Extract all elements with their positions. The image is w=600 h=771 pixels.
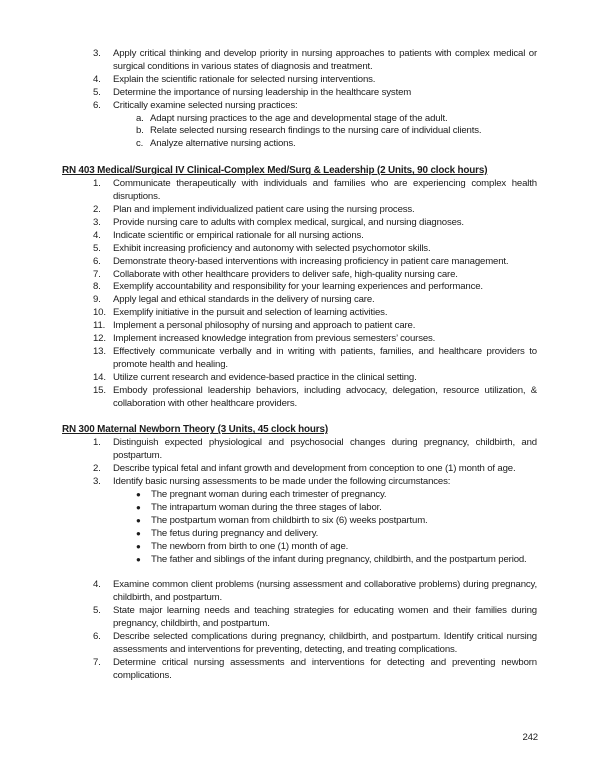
list-item-text: State major learning needs and teaching strategies for educating women and their families during pregnancy, childbirth, and postpartum. [113, 605, 537, 630]
list-item-text: Indicate scientific or empirical rationale for all nursing actions. [113, 229, 364, 241]
list-item-text: Critically examine selected nursing practices: [113, 99, 298, 111]
page-content [62, 48, 537, 683]
bullet-item-text: The fetus during pregnancy and delivery. [151, 527, 319, 539]
list-item [93, 320, 537, 333]
list-item [93, 204, 537, 217]
list-item-number: 4. [93, 579, 101, 591]
list-item-text: Exemplify accountability and responsibility for your learning experiences and performance. [113, 281, 483, 293]
list-item-number: 6. [93, 99, 101, 111]
bullet-icon: ● [136, 490, 141, 499]
bullet-list-item [136, 489, 537, 502]
list-item-number: 7. [93, 656, 101, 668]
list-item-number: 5. [93, 242, 101, 254]
rn300-objectives-list [62, 437, 537, 682]
list-item-number: 9. [93, 294, 101, 306]
bullet-item-text: The pregnant woman during each trimester of pregnancy. [151, 489, 387, 500]
page-number: 242 [522, 732, 538, 744]
sub-list-item-text: Relate selected nursing research findings to the nursing care of individual clients. [150, 125, 482, 137]
list-item-text: Utilize current research and evidence-based practice in the clinical setting. [113, 371, 417, 383]
sub-list-item-text: Adapt nursing practices to the age and developmental stage of the adult. [150, 112, 448, 124]
list-item-text: Apply critical thinking and develop priority in nursing approaches to patients with complex medical or surgical conditions in various states of diagnosis and treatment. [113, 48, 537, 72]
list-item-number: 1. [93, 178, 101, 190]
list-item-number: 14. [93, 371, 106, 383]
bullet-item-text: The intrapartum woman during the three stages of labor. [151, 501, 382, 513]
sub-list-item [136, 113, 537, 126]
list-item-text: Exemplify initiative in the pursuit and selection of learning activities. [113, 307, 388, 319]
list-item [93, 281, 537, 294]
list-item [93, 463, 537, 476]
list-item-text: Provide nursing care to adults with complex medical, surgical, and nursing diagnoses. [113, 216, 464, 228]
bullet-icon: ● [136, 541, 141, 551]
list-item-text: Determine critical nursing assessments and interventions for detecting and preventing newborn complications. [113, 656, 537, 681]
list-item-number: 7. [93, 268, 101, 280]
list-item-number: 3. [93, 476, 101, 488]
list-item-number: 5. [93, 86, 101, 98]
sub-list-item-letter: b. [136, 125, 144, 137]
list-item-number: 2. [93, 203, 101, 215]
list-item [93, 437, 537, 463]
list-item-number: 6. [93, 631, 101, 643]
section-heading-rn403: RN 403 Medical/Surgical IV Clinical-Complex Med/Surg & Leadership (2 Units, 90 clock hours) [62, 165, 488, 177]
list-item-number: 1. [93, 437, 101, 449]
sub-list-item [136, 125, 537, 138]
sub-list-item-letter: c. [136, 138, 144, 150]
list-item-number: 4. [93, 229, 101, 241]
list-item-text: Identify basic nursing assessments to be made under the following circumstances: [113, 476, 451, 488]
continuation-list [62, 48, 537, 151]
list-item-text: Distinguish expected physiological and psychosocial changes during pregnancy, childbirth, and postpartum. [113, 437, 537, 462]
list-item [93, 346, 537, 372]
list-item-text: Plan and implement individualized patient care using the nursing process. [113, 203, 415, 215]
list-item-text: Effectively communicate verbally and in writing with patients, families, and healthcare providers to promote health and healing. [113, 345, 537, 370]
bullet-list-item [136, 515, 537, 528]
list-item [93, 48, 537, 74]
list-item [93, 243, 537, 256]
list-item [93, 256, 537, 269]
list-item [93, 385, 537, 411]
list-item [93, 605, 537, 631]
list-item-text: Apply legal and ethical standards in the delivery of nursing care. [113, 294, 375, 306]
list-item-number: 3. [93, 216, 101, 228]
bullet-icon: ● [136, 515, 141, 525]
sub-list-item-text: Analyze alternative nursing actions. [150, 138, 296, 150]
bullet-item-text: The newborn from birth to one (1) month of age. [151, 540, 349, 552]
list-item [93, 269, 537, 282]
bullet-list-item [136, 541, 537, 554]
list-item [93, 100, 537, 113]
bullet-list-item [136, 528, 537, 541]
bullet-icon: ● [136, 528, 141, 538]
list-item-text: Demonstrate theory-based interventions with increasing proficiency in patient care management. [113, 255, 509, 267]
list-item-text: Embody professional leadership behaviors, including advocacy, delegation, resource utilization, & collaboration with other healthcare providers. [113, 384, 537, 409]
list-item [93, 307, 537, 320]
list-item [93, 372, 537, 385]
list-item [93, 333, 537, 346]
list-item-number: 10. [93, 307, 106, 319]
list-item [93, 217, 537, 230]
list-item-text: Implement a personal philosophy of nursing and approach to patient care. [113, 320, 416, 332]
list-item-text: Collaborate with other healthcare providers to deliver safe, high-quality nursing care. [113, 268, 458, 280]
sub-list-item-letter: a. [136, 112, 144, 124]
bullet-icon: ● [136, 554, 141, 564]
list-item-number: 6. [93, 255, 101, 267]
list-item [93, 476, 537, 489]
bullet-list-item [136, 554, 537, 567]
bullet-list-item [136, 502, 537, 515]
bullet-item-text: The postpartum woman from childbirth to six (6) weeks postpartum. [151, 514, 428, 526]
list-item [93, 87, 537, 100]
section-heading-rn300: RN 300 Maternal Newborn Theory (3 Units, 45 clock hours) [62, 424, 328, 436]
list-item-number: 5. [93, 605, 101, 617]
list-item-number: 4. [93, 73, 101, 85]
list-item [93, 631, 537, 657]
list-item-text: Determine the importance of nursing leadership in the healthcare system [113, 86, 412, 98]
list-item [93, 74, 537, 87]
list-item-number: 13. [93, 345, 106, 357]
sub-list-item [136, 138, 537, 151]
list-item-text: Explain the scientific rationale for selected nursing interventions. [113, 73, 376, 85]
list-item [93, 178, 537, 204]
list-item-number: 3. [93, 48, 101, 59]
list-item [93, 294, 537, 307]
list-item-number: 2. [93, 463, 101, 475]
bullet-icon: ● [136, 502, 141, 512]
list-item-text: Examine common client problems (nursing assessment and collaborative problems) during pregnancy, childbirth, and postpartum. [113, 579, 537, 604]
list-item-text: Describe selected complications during pregnancy, childbirth, and postpartum. Identify critical nursing assessments and interventions for preventing, detecting, and treating complications. [113, 631, 537, 655]
list-item-text: Implement increased knowledge integration from previous semesters’ courses. [113, 333, 436, 345]
list-item-number: 12. [93, 333, 106, 345]
list-item [93, 579, 537, 605]
list-item [93, 657, 537, 683]
rn403-objectives-list [62, 178, 537, 410]
list-item [93, 230, 537, 243]
list-item-number: 15. [93, 384, 106, 396]
bullet-item-text: The father and siblings of the infant during pregnancy, childbirth, and the postpartum period. [151, 553, 527, 565]
list-item-number: 11. [93, 320, 106, 332]
list-item-text: Communicate therapeutically with individuals and families who are experiencing complex health disruptions. [113, 178, 537, 203]
list-item-number: 8. [93, 281, 101, 293]
list-item-text: Exhibit increasing proficiency and autonomy with selected psychomotor skills. [113, 242, 431, 254]
list-item-text: Describe typical fetal and infant growth and development from conception to one (1) month of age. [113, 463, 516, 475]
